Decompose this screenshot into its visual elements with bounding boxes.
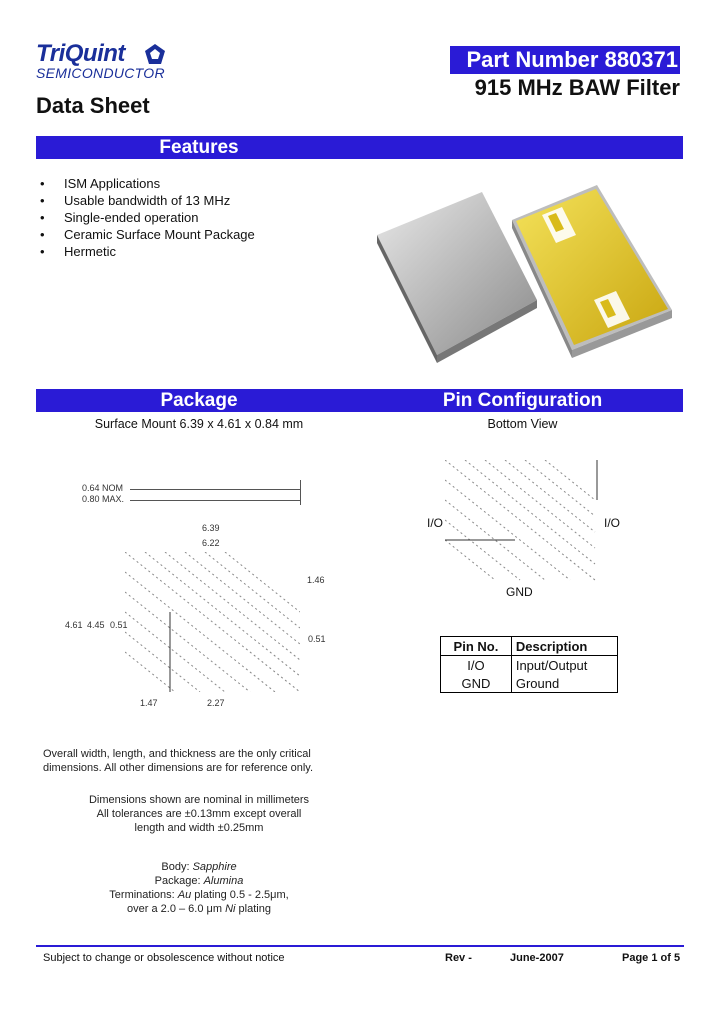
feature-item: • Usable bandwidth of 13 MHz	[40, 192, 255, 209]
dim-max: 0.80 MAX.	[82, 494, 125, 504]
pin-diagram	[445, 460, 600, 585]
table-row: I/O Input/Output	[441, 656, 618, 675]
pin-table	[440, 636, 618, 693]
footer-notice: Subject to change or obsolescence without notice	[43, 952, 285, 964]
company-logo	[36, 42, 186, 80]
package-description: Surface Mount 6.39 x 4.61 x 0.84 mm	[94, 417, 304, 431]
dim-w2: 6.22	[202, 538, 220, 548]
dim-h2: 4.45	[87, 620, 105, 630]
desc-col-header: Description	[511, 637, 617, 656]
feature-item: • Hermetic	[40, 243, 255, 260]
dim-nom: 0.64 NOM	[82, 483, 124, 493]
dim-b2: 2.27	[207, 698, 225, 708]
footer-page: Page 1 of 5	[622, 952, 681, 964]
footer-rev: Rev -	[445, 952, 472, 964]
doc-type: Data Sheet	[36, 93, 150, 118]
product-image	[372, 180, 692, 365]
bottom-view-label: Bottom View	[487, 417, 558, 431]
materials: Body: Sapphire Package: Alumina Terminations: Au plating 0.5 - 2.5μm, over a 2.0 – 6.0 μm Ni plating	[109, 861, 289, 915]
dim-w1: 6.39	[202, 523, 220, 533]
io-right-label: I/O	[604, 516, 621, 530]
part-number: Part Number 880371	[450, 46, 680, 74]
package-note-2: Dimensions shown are nominal in millimeters All tolerances are ±0.13mm except overall length and width ±0.25mm	[88, 794, 310, 834]
package-outline	[125, 552, 300, 692]
gnd-label: GND	[506, 585, 533, 599]
dim-b1: 1.47	[140, 698, 158, 708]
table-row: GND Ground	[441, 674, 618, 693]
package-drawing	[60, 470, 330, 715]
features-header-extension	[362, 136, 683, 159]
feature-item: • Single-ended operation	[40, 209, 255, 226]
features-list	[40, 175, 255, 260]
dim-h1: 4.61	[65, 620, 83, 630]
package-note-1: Overall width, length, and thickness are the only critical dimensions. All other dimensions are for reference only.	[43, 748, 314, 774]
pin-col-header: Pin No.	[441, 637, 512, 656]
footer-divider	[36, 945, 684, 947]
logo-sub: SEMICONDUCTOR	[36, 65, 165, 81]
dim-h3: 0.51	[110, 620, 128, 630]
feature-item: • Ceramic Surface Mount Package	[40, 226, 255, 243]
pentagon-logo-icon	[144, 43, 166, 65]
footer-date: June-2007	[510, 952, 564, 964]
feature-item: • ISM Applications	[40, 175, 255, 192]
logo-name: TriQuint	[36, 40, 125, 67]
dim-r1: 1.46	[307, 575, 325, 585]
package-header: Package	[36, 389, 362, 412]
io-left-label: I/O	[427, 516, 444, 530]
product-title: 915 MHz BAW Filter	[474, 75, 680, 100]
pin-config-header: Pin Configuration	[362, 389, 683, 412]
dim-r2: 0.51	[308, 634, 326, 644]
features-header: Features	[36, 136, 362, 159]
